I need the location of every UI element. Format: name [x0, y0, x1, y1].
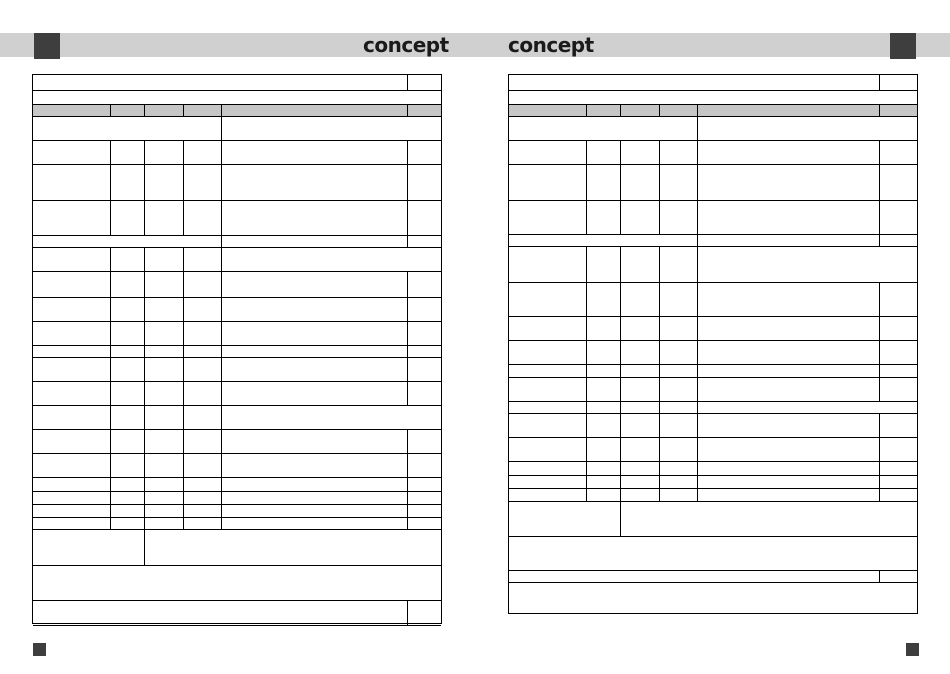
column-divider: [697, 117, 698, 140]
right-page-marker: [890, 33, 916, 59]
table-row: [509, 489, 917, 502]
left-page-marker: [34, 33, 60, 59]
column-divider: [110, 430, 111, 453]
table-row: [509, 117, 917, 141]
column-divider: [879, 201, 880, 234]
column-divider: [110, 346, 111, 357]
column-divider: [697, 489, 698, 501]
column-divider: [221, 382, 222, 405]
column-divider: [697, 476, 698, 488]
column-divider: [620, 365, 621, 377]
column-divider: [221, 454, 222, 477]
table-row: [33, 430, 441, 454]
table-row: [33, 141, 441, 165]
left-footer-marker: [33, 643, 46, 656]
column-divider: [659, 414, 660, 437]
table-header-row: [509, 105, 917, 117]
column-divider: [407, 601, 408, 625]
table-row: [33, 566, 441, 601]
column-divider: [697, 317, 698, 340]
column-divider: [407, 236, 408, 247]
column-divider: [407, 518, 408, 529]
table-row: [509, 462, 917, 476]
column-divider: [407, 382, 408, 405]
column-divider: [620, 283, 621, 316]
column-divider: [183, 141, 184, 164]
column-divider: [620, 414, 621, 437]
column-divider: [620, 201, 621, 234]
table-row: [33, 492, 441, 505]
column-divider: [586, 378, 587, 401]
column-divider: [407, 454, 408, 477]
column-divider: [586, 105, 587, 116]
column-divider: [183, 430, 184, 453]
column-divider: [586, 438, 587, 461]
column-divider: [221, 141, 222, 164]
column-divider: [620, 378, 621, 401]
column-divider: [407, 272, 408, 297]
column-divider: [183, 454, 184, 477]
table-row: [33, 518, 441, 530]
column-divider: [221, 298, 222, 321]
table-row: [509, 438, 917, 462]
column-divider: [144, 492, 145, 504]
column-divider: [407, 478, 408, 491]
column-divider: [144, 346, 145, 357]
column-divider: [407, 298, 408, 321]
column-divider: [144, 105, 145, 116]
column-divider: [697, 462, 698, 475]
left-brand-logo: concept: [363, 33, 449, 57]
column-divider: [659, 317, 660, 340]
column-divider: [659, 341, 660, 364]
column-divider: [407, 505, 408, 517]
table-row: [509, 75, 917, 91]
column-divider: [659, 201, 660, 234]
column-divider: [620, 489, 621, 501]
column-divider: [620, 141, 621, 164]
column-divider: [879, 235, 880, 246]
column-divider: [407, 105, 408, 116]
column-divider: [697, 341, 698, 364]
table-row: [509, 502, 917, 537]
column-divider: [110, 165, 111, 200]
column-divider: [183, 322, 184, 345]
column-divider: [407, 430, 408, 453]
table-row: [509, 341, 917, 365]
column-divider: [221, 105, 222, 116]
column-divider: [879, 462, 880, 475]
table-row: [509, 537, 917, 571]
column-divider: [110, 478, 111, 491]
column-divider: [879, 438, 880, 461]
column-divider: [110, 406, 111, 429]
column-divider: [879, 141, 880, 164]
column-divider: [221, 430, 222, 453]
column-divider: [697, 105, 698, 116]
column-divider: [183, 406, 184, 429]
column-divider: [183, 492, 184, 504]
column-divider: [221, 201, 222, 235]
left-page-table: [32, 74, 442, 624]
column-divider: [697, 283, 698, 316]
column-divider: [221, 518, 222, 529]
column-divider: [879, 476, 880, 488]
column-divider: [697, 438, 698, 461]
column-divider: [879, 105, 880, 116]
column-divider: [697, 141, 698, 164]
column-divider: [879, 283, 880, 316]
column-divider: [110, 201, 111, 235]
column-divider: [879, 414, 880, 437]
column-divider: [110, 518, 111, 529]
column-divider: [183, 382, 184, 405]
table-row: [33, 478, 441, 492]
table-row: [509, 414, 917, 438]
column-divider: [620, 438, 621, 461]
table-row: [33, 346, 441, 358]
table-row: [33, 201, 441, 236]
column-divider: [221, 346, 222, 357]
column-divider: [144, 141, 145, 164]
column-divider: [697, 378, 698, 401]
column-divider: [407, 75, 408, 90]
table-row: [509, 317, 917, 341]
column-divider: [586, 283, 587, 316]
table-row: [33, 406, 441, 430]
column-divider: [586, 341, 587, 364]
column-divider: [879, 165, 880, 200]
column-divider: [183, 518, 184, 529]
column-divider: [620, 105, 621, 116]
column-divider: [697, 365, 698, 377]
table-row: [509, 235, 917, 247]
column-divider: [110, 322, 111, 345]
column-divider: [144, 248, 145, 271]
table-row: [33, 248, 441, 272]
column-divider: [697, 165, 698, 200]
column-divider: [697, 402, 698, 413]
table-row: [33, 91, 441, 105]
column-divider: [620, 165, 621, 200]
column-divider: [221, 236, 222, 247]
column-divider: [697, 247, 698, 282]
column-divider: [183, 248, 184, 271]
table-row: [33, 358, 441, 382]
column-divider: [221, 478, 222, 491]
column-divider: [110, 298, 111, 321]
column-divider: [697, 414, 698, 437]
table-row: [33, 236, 441, 248]
column-divider: [407, 322, 408, 345]
table-row: [33, 272, 441, 298]
column-divider: [879, 571, 880, 582]
column-divider: [879, 75, 880, 90]
table-row: [509, 201, 917, 235]
table-row: [33, 117, 441, 141]
table-row: [33, 298, 441, 322]
column-divider: [221, 505, 222, 517]
table-row: [33, 165, 441, 201]
table-header-row: [33, 105, 441, 117]
column-divider: [407, 492, 408, 504]
table-row: [33, 530, 441, 566]
column-divider: [144, 505, 145, 517]
column-divider: [586, 402, 587, 413]
column-divider: [620, 247, 621, 282]
column-divider: [407, 358, 408, 381]
column-divider: [659, 165, 660, 200]
table-row: [509, 91, 917, 105]
column-divider: [144, 382, 145, 405]
column-divider: [659, 141, 660, 164]
column-divider: [586, 414, 587, 437]
column-divider: [183, 478, 184, 491]
column-divider: [221, 322, 222, 345]
column-divider: [110, 272, 111, 297]
column-divider: [144, 201, 145, 235]
column-divider: [183, 298, 184, 321]
column-divider: [144, 530, 145, 565]
column-divider: [144, 430, 145, 453]
column-divider: [221, 492, 222, 504]
header-bar: [0, 33, 950, 57]
column-divider: [620, 317, 621, 340]
table-row: [33, 601, 441, 626]
column-divider: [659, 247, 660, 282]
column-divider: [221, 165, 222, 200]
table-row: [33, 322, 441, 346]
column-divider: [586, 165, 587, 200]
table-row: [33, 75, 441, 91]
column-divider: [620, 476, 621, 488]
column-divider: [407, 346, 408, 357]
column-divider: [144, 272, 145, 297]
table-row: [509, 402, 917, 414]
column-divider: [407, 141, 408, 164]
table-row: [509, 247, 917, 283]
column-divider: [221, 117, 222, 140]
column-divider: [110, 105, 111, 116]
column-divider: [586, 462, 587, 475]
table-row: [509, 378, 917, 402]
column-divider: [221, 248, 222, 271]
column-divider: [407, 201, 408, 235]
column-divider: [697, 201, 698, 234]
table-row: [509, 365, 917, 378]
column-divider: [183, 165, 184, 200]
column-divider: [586, 476, 587, 488]
table-row: [33, 505, 441, 518]
column-divider: [144, 478, 145, 491]
column-divider: [659, 476, 660, 488]
column-divider: [659, 462, 660, 475]
column-divider: [879, 341, 880, 364]
table-row: [509, 571, 917, 583]
table-row: [509, 476, 917, 489]
column-divider: [183, 346, 184, 357]
column-divider: [183, 201, 184, 235]
table-row: [33, 382, 441, 406]
column-divider: [659, 378, 660, 401]
column-divider: [144, 165, 145, 200]
table-row: [509, 283, 917, 317]
column-divider: [586, 365, 587, 377]
column-divider: [110, 248, 111, 271]
column-divider: [183, 105, 184, 116]
column-divider: [144, 454, 145, 477]
column-divider: [144, 406, 145, 429]
column-divider: [586, 489, 587, 501]
column-divider: [110, 492, 111, 504]
column-divider: [144, 322, 145, 345]
column-divider: [620, 341, 621, 364]
column-divider: [586, 317, 587, 340]
column-divider: [659, 365, 660, 377]
column-divider: [144, 518, 145, 529]
column-divider: [879, 378, 880, 401]
right-page-table: [508, 74, 918, 614]
column-divider: [879, 489, 880, 501]
column-divider: [659, 105, 660, 116]
column-divider: [407, 165, 408, 200]
column-divider: [144, 298, 145, 321]
column-divider: [586, 201, 587, 234]
column-divider: [620, 502, 621, 536]
column-divider: [697, 235, 698, 246]
column-divider: [586, 247, 587, 282]
column-divider: [110, 141, 111, 164]
column-divider: [183, 505, 184, 517]
column-divider: [659, 438, 660, 461]
right-brand-logo: concept: [508, 33, 594, 57]
table-row: [33, 454, 441, 478]
column-divider: [221, 272, 222, 297]
column-divider: [659, 402, 660, 413]
column-divider: [110, 454, 111, 477]
column-divider: [144, 358, 145, 381]
column-divider: [879, 317, 880, 340]
right-footer-marker: [906, 643, 919, 656]
column-divider: [221, 358, 222, 381]
column-divider: [620, 462, 621, 475]
column-divider: [183, 272, 184, 297]
column-divider: [110, 505, 111, 517]
column-divider: [620, 402, 621, 413]
column-divider: [659, 489, 660, 501]
table-row: [509, 165, 917, 201]
column-divider: [110, 358, 111, 381]
column-divider: [110, 382, 111, 405]
column-divider: [659, 283, 660, 316]
table-row: [509, 141, 917, 165]
column-divider: [221, 406, 222, 429]
column-divider: [879, 365, 880, 377]
column-divider: [586, 141, 587, 164]
column-divider: [183, 358, 184, 381]
